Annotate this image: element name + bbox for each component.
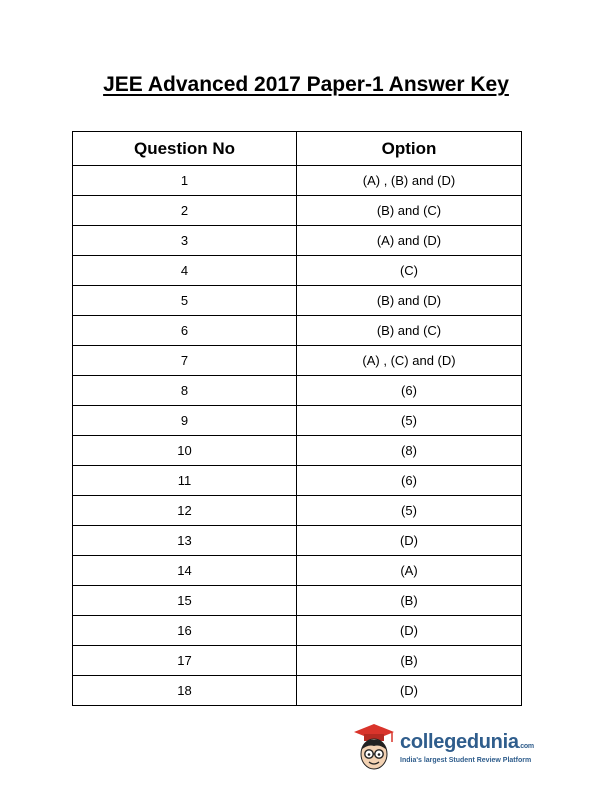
table-row bbox=[73, 376, 522, 406]
answer-option-cell: (B) and (C) bbox=[297, 316, 522, 346]
table-row bbox=[73, 496, 522, 526]
answer-option-cell: (5) bbox=[297, 406, 522, 436]
question-number-cell: 4 bbox=[73, 256, 297, 286]
answer-option-cell: (A) bbox=[297, 556, 522, 586]
logo-dotcom-text: .com bbox=[518, 743, 534, 750]
answer-option-cell: (B) and (C) bbox=[297, 196, 522, 226]
table-row bbox=[73, 676, 522, 706]
question-number-cell: 5 bbox=[73, 286, 297, 316]
logo-name-text: collegedunia bbox=[400, 731, 519, 753]
table-row bbox=[73, 436, 522, 466]
table-row bbox=[73, 226, 522, 256]
table-row bbox=[73, 556, 522, 586]
page-title bbox=[0, 72, 612, 98]
question-number-cell: 15 bbox=[73, 586, 297, 616]
question-number-cell: 6 bbox=[73, 316, 297, 346]
question-number-cell: 12 bbox=[73, 496, 297, 526]
question-number-cell: 14 bbox=[73, 556, 297, 586]
question-number-cell: 3 bbox=[73, 226, 297, 256]
table-row bbox=[73, 196, 522, 226]
table-row bbox=[73, 586, 522, 616]
question-number-cell: 1 bbox=[73, 166, 297, 196]
header-option: Option bbox=[297, 132, 522, 166]
answer-option-cell: (B) bbox=[297, 646, 522, 676]
question-number-cell: 11 bbox=[73, 466, 297, 496]
table-row bbox=[73, 286, 522, 316]
answer-option-cell: (A) , (B) and (D) bbox=[297, 166, 522, 196]
answer-key-table bbox=[72, 131, 522, 706]
table-header-row bbox=[73, 132, 522, 166]
table-row bbox=[73, 646, 522, 676]
answer-option-cell: (A) , (C) and (D) bbox=[297, 346, 522, 376]
table-row bbox=[73, 616, 522, 646]
question-number-cell: 10 bbox=[73, 436, 297, 466]
answer-option-cell: (D) bbox=[297, 616, 522, 646]
question-number-cell: 9 bbox=[73, 406, 297, 436]
collegedunia-logo bbox=[350, 722, 540, 778]
answer-option-cell: (A) and (D) bbox=[297, 226, 522, 256]
question-number-cell: 2 bbox=[73, 196, 297, 226]
table-row bbox=[73, 526, 522, 556]
answer-option-cell: (5) bbox=[297, 496, 522, 526]
page-title-text: JEE Advanced 2017 Paper-1 Answer Key bbox=[103, 73, 509, 96]
table-row bbox=[73, 316, 522, 346]
table-body bbox=[73, 166, 522, 706]
logo-tagline: India's largest Student Review Platform bbox=[400, 757, 532, 764]
logo-wordmark bbox=[400, 730, 534, 759]
question-number-cell: 7 bbox=[73, 346, 297, 376]
answer-option-cell: (B) and (D) bbox=[297, 286, 522, 316]
question-number-cell: 18 bbox=[73, 676, 297, 706]
table-row bbox=[73, 406, 522, 436]
table-row bbox=[73, 346, 522, 376]
table-row bbox=[73, 256, 522, 286]
answer-option-cell: (C) bbox=[297, 256, 522, 286]
question-number-cell: 16 bbox=[73, 616, 297, 646]
answer-option-cell: (6) bbox=[297, 466, 522, 496]
question-number-cell: 13 bbox=[73, 526, 297, 556]
answer-option-cell: (8) bbox=[297, 436, 522, 466]
question-number-cell: 8 bbox=[73, 376, 297, 406]
mascot-icon bbox=[350, 722, 396, 774]
table-row bbox=[73, 466, 522, 496]
answer-option-cell: (B) bbox=[297, 586, 522, 616]
question-number-cell: 17 bbox=[73, 646, 297, 676]
answer-option-cell: (6) bbox=[297, 376, 522, 406]
answer-option-cell: (D) bbox=[297, 526, 522, 556]
header-question-no: Question No bbox=[73, 132, 297, 166]
answer-option-cell: (D) bbox=[297, 676, 522, 706]
table-row bbox=[73, 166, 522, 196]
